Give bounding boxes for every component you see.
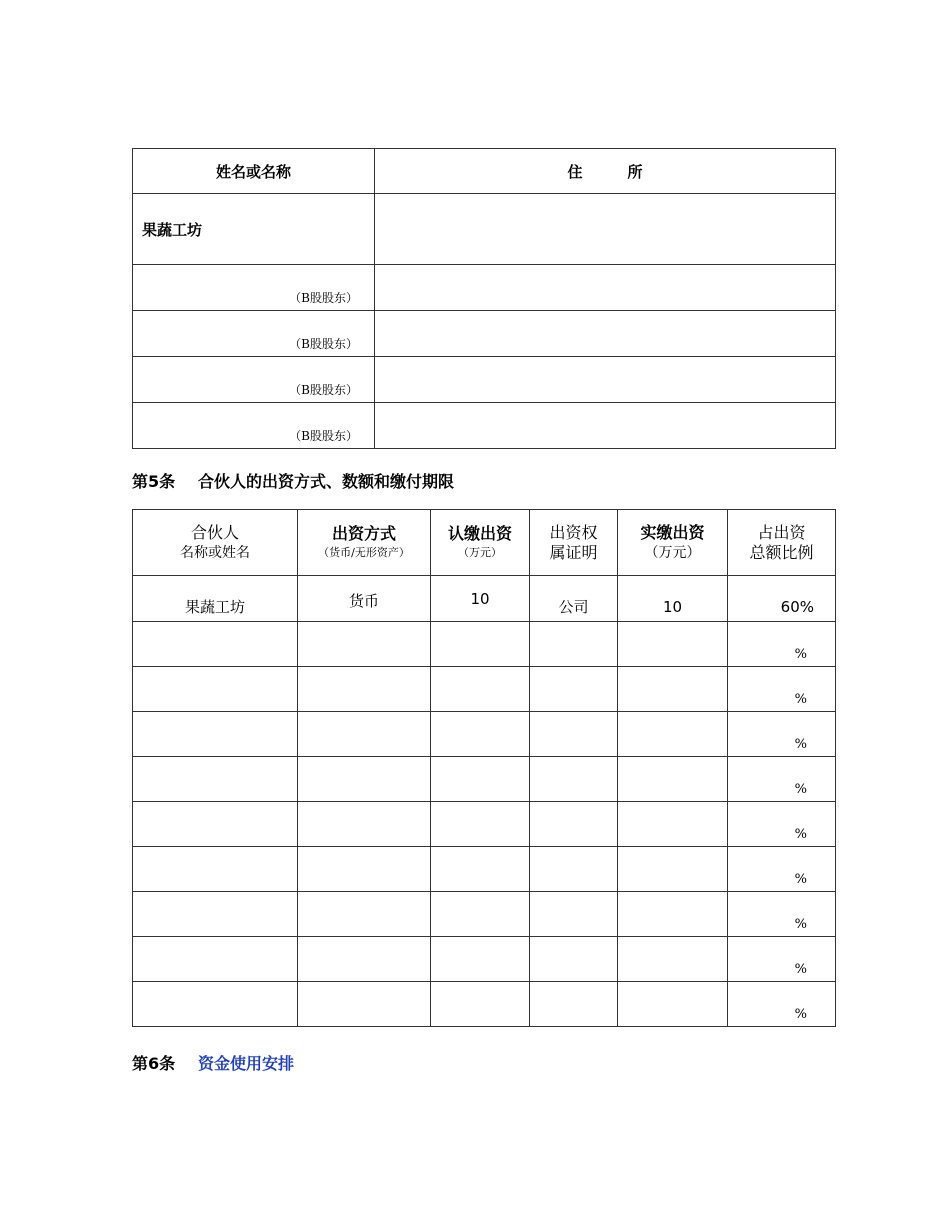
method-cell (298, 802, 431, 847)
section-5-heading (132, 469, 454, 492)
subscribed-cell (431, 622, 530, 667)
ratio-cell (728, 892, 836, 937)
subscribed-cell (431, 847, 530, 892)
method-cell (298, 892, 431, 937)
subscribed-header-line2: （万元） (458, 545, 502, 559)
partner-cell (133, 757, 298, 802)
partner-cell (133, 982, 298, 1027)
table-row (133, 712, 836, 757)
shareholder-type-cell (133, 265, 375, 311)
paid-cell (618, 892, 728, 937)
paid-cell (618, 982, 728, 1027)
table-row (133, 576, 836, 622)
table-row (133, 622, 836, 667)
ratio-cell (728, 622, 836, 667)
table-row (133, 937, 836, 982)
section-6-heading (132, 1051, 294, 1074)
proof-cell (530, 757, 618, 802)
subscribed-cell (431, 892, 530, 937)
method-header-line1: 出资方式 (331, 523, 396, 543)
partner-cell (133, 622, 298, 667)
section-6-title: 资金使用安排 (198, 1054, 295, 1073)
proof-cell (530, 847, 618, 892)
partners-table (132, 148, 836, 449)
partner-cell (133, 847, 298, 892)
partner-cell (133, 937, 298, 982)
method-cell (298, 712, 431, 757)
shareholder-address-cell (375, 265, 836, 311)
partner-cell (133, 667, 298, 712)
subscribed-cell (431, 982, 530, 1027)
paid-cell (618, 847, 728, 892)
subscribed-cell (431, 757, 530, 802)
shareholder-type-cell (133, 311, 375, 357)
empty-rows (133, 622, 836, 1027)
subscribed-cell (431, 667, 530, 712)
method-cell (298, 847, 431, 892)
partner-cell (133, 892, 298, 937)
paid-column-header (618, 510, 728, 576)
partner-header-line1: 合伙人 (190, 522, 239, 542)
partner-name-cell: 果蔬工坊 (133, 194, 375, 265)
proof-cell (530, 937, 618, 982)
ratio-percent-sign: % (794, 872, 807, 887)
ratio-percent-sign: % (794, 827, 807, 842)
ratio-percent-sign: % (794, 962, 807, 977)
shareholder-address-cell (375, 357, 836, 403)
section-5-number: 第5条 (132, 472, 176, 491)
partner-column-header (133, 510, 298, 576)
paid-header-line1: 实缴出资 (640, 522, 705, 542)
paid-cell (618, 937, 728, 982)
ratio-cell (728, 757, 836, 802)
paid-header-line2: （万元） (644, 544, 701, 561)
method-column-header (298, 510, 431, 576)
method-cell (298, 667, 431, 712)
ratio-cell (728, 667, 836, 712)
subscribed-cell: 10 (431, 576, 530, 622)
ratio-cell (728, 802, 836, 847)
table-row (133, 982, 836, 1027)
method-cell: 货币 (298, 576, 431, 622)
paid-cell (618, 622, 728, 667)
ratio-percent-sign: % (794, 647, 807, 662)
partner-cell: 果蔬工坊 (133, 576, 298, 622)
table-row (133, 802, 836, 847)
subscribed-header-line1: 认缴出资 (447, 523, 512, 543)
partner-cell (133, 802, 298, 847)
subscribed-cell (431, 712, 530, 757)
ratio-column-header (728, 510, 836, 576)
partner-cell (133, 712, 298, 757)
paid-cell (618, 757, 728, 802)
proof-cell (530, 802, 618, 847)
name-column-header: 姓名或名称 (133, 149, 375, 194)
address-column-header: 住 所 (375, 149, 836, 194)
subscribed-column-header (431, 510, 530, 576)
method-header-line2: （货币/无形资产） (318, 545, 410, 559)
proof-header-line1: 出资权 (549, 522, 598, 542)
ratio-cell (728, 712, 836, 757)
contribution-table (132, 509, 836, 1027)
ratio-percent-sign: % (794, 917, 807, 932)
proof-header-line2: 属证明 (549, 542, 598, 562)
partner-address-cell (375, 194, 836, 265)
ratio-header-line2: 总额比例 (749, 542, 814, 562)
paid-cell: 10 (618, 576, 728, 622)
proof-cell (530, 712, 618, 757)
subscribed-cell (431, 802, 530, 847)
proof-cell (530, 982, 618, 1027)
ratio-percent-sign: % (794, 692, 807, 707)
proof-cell (530, 892, 618, 937)
proof-column-header (530, 510, 618, 576)
table-row (133, 892, 836, 937)
section-5-title: 合伙人的出资方式、数额和缴付期限 (198, 472, 455, 491)
shareholder-type-label: （B股股东） (289, 291, 358, 305)
subscribed-cell (431, 937, 530, 982)
ratio-percent-sign: % (794, 1007, 807, 1022)
paid-cell (618, 667, 728, 712)
shareholder-type-cell (133, 403, 375, 449)
ratio-header-line1: 占出资 (757, 522, 806, 542)
partner-header-line2: 名称或姓名 (180, 544, 250, 561)
shareholder-type-label: （B股股东） (289, 429, 358, 443)
shareholder-type-label: （B股股东） (289, 337, 358, 351)
shareholder-type-label: （B股股东） (289, 383, 358, 397)
shareholder-address-cell (375, 403, 836, 449)
paid-cell (618, 712, 728, 757)
table-row (133, 847, 836, 892)
ratio-cell: 60% (728, 576, 836, 622)
proof-cell (530, 622, 618, 667)
section-6-number: 第6条 (132, 1054, 176, 1073)
method-cell (298, 757, 431, 802)
table-row (133, 667, 836, 712)
method-cell (298, 982, 431, 1027)
proof-cell (530, 667, 618, 712)
method-cell (298, 937, 431, 982)
ratio-cell (728, 937, 836, 982)
shareholder-type-cell (133, 357, 375, 403)
shareholder-address-cell (375, 311, 836, 357)
paid-cell (618, 802, 728, 847)
ratio-cell (728, 847, 836, 892)
method-cell (298, 622, 431, 667)
table-row (133, 757, 836, 802)
ratio-percent-sign: % (794, 737, 807, 752)
ratio-percent-sign: % (794, 782, 807, 797)
proof-cell: 公司 (530, 576, 618, 622)
ratio-cell (728, 982, 836, 1027)
